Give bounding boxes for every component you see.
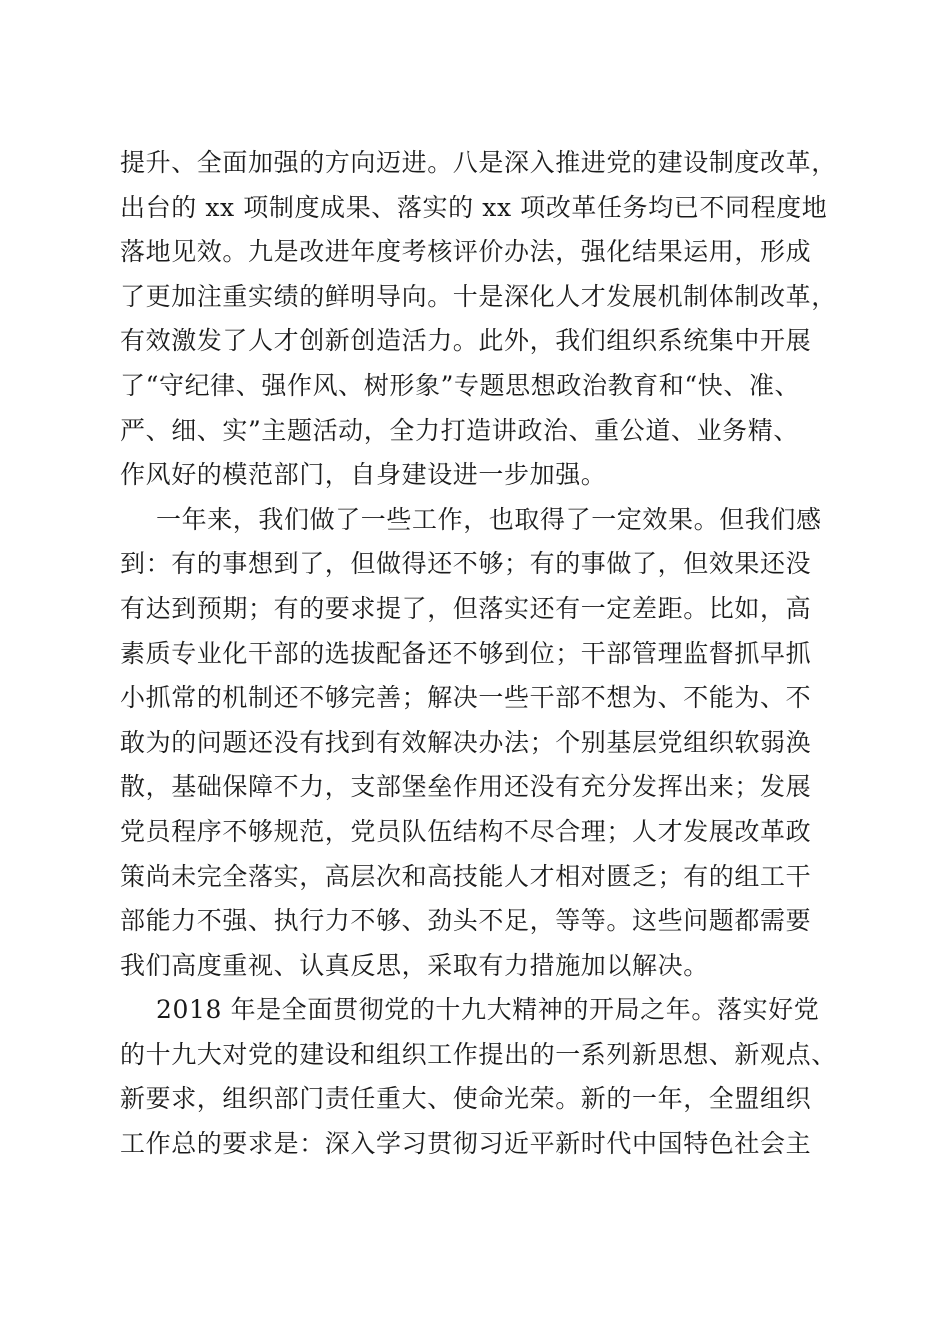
paragraph-1-line-8: 作风好的模范部门，自身建设进一步加强。 [120,460,607,490]
paragraph-2-line-6: 敢为的问题还没有找到有效解决办法；个别基层党组织软弱涣 [120,727,812,757]
paragraph-2-line-11: 我们高度重视、认真反思，采取有力措施加以解决。 [120,950,709,980]
paragraph-3-line-1: 2018 年是全面贯彻党的十九大精神的开局之年。落实好党 [156,995,820,1025]
paragraph-1-line-4: 了更加注重实绩的鲜明导向。十是深化人才发展机制体制改革， [120,281,837,311]
paragraph-1-line-2: 出台的 xx 项制度成果、落实的 xx 项改革任务均已不同程度地 [120,192,828,222]
paragraph-2-line-3: 有达到预期；有的要求提了，但落实还有一定差距。比如，高 [120,593,812,623]
paragraph-2-line-2: 到：有的事想到了，但做得还不够；有的事做了，但效果还没 [120,549,812,579]
body-text [120,141,840,1167]
paragraph-2-line-10: 部能力不强、执行力不够、劲头不足，等等。这些问题都需要 [120,906,812,936]
paragraph-3-line-3: 新要求，组织部门责任重大、使命光荣。新的一年，全盟组织 [120,1084,812,1114]
paragraph-3-line-2: 的十九大对党的建设和组织工作提出的一系列新思想、新观点、 [120,1039,837,1069]
paragraph-2-line-4: 素质专业化干部的选拔配备还不够到位；干部管理监督抓早抓 [120,638,812,668]
paragraph-1-line-3: 落地见效。九是改进年度考核评价办法，强化结果运用，形成 [120,237,812,267]
paragraph-1-line-1: 提升、全面加强的方向迈进。八是深入推进党的建设制度改革， [120,148,837,177]
paragraph-2-line-8: 党员程序不够规范，党员队伍结构不尽合理；人才发展改革政 [120,816,812,846]
paragraph-3-line-4: 工作总的要求是：深入学习贯彻习近平新时代中国特色社会主 [120,1129,812,1159]
paragraph-2-line-1: 一年来，我们做了一些工作，也取得了一定效果。但我们感 [156,504,822,534]
paragraph-2-line-7: 散，基础保障不力，支部堡垒作用还没有充分发挥出来；发展 [120,772,812,802]
paragraph-1-line-7: 严、细、实”主题活动，全力打造讲政治、重公道、业务精、 [120,415,799,445]
paragraph-2-line-9: 策尚未完全落实，高层次和高技能人才相对匮乏；有的组工干 [120,861,812,891]
paragraph-1-line-5: 有效激发了人才创新创造活力。此外，我们组织系统集中开展 [120,326,812,356]
paragraph-2-line-5: 小抓常的机制还不够完善；解决一些干部不想为、不能为、不 [120,683,812,713]
paragraph-1-line-6: 了“守纪律、强作风、树形象”专题思想政治教育和“快、准、 [120,370,801,400]
